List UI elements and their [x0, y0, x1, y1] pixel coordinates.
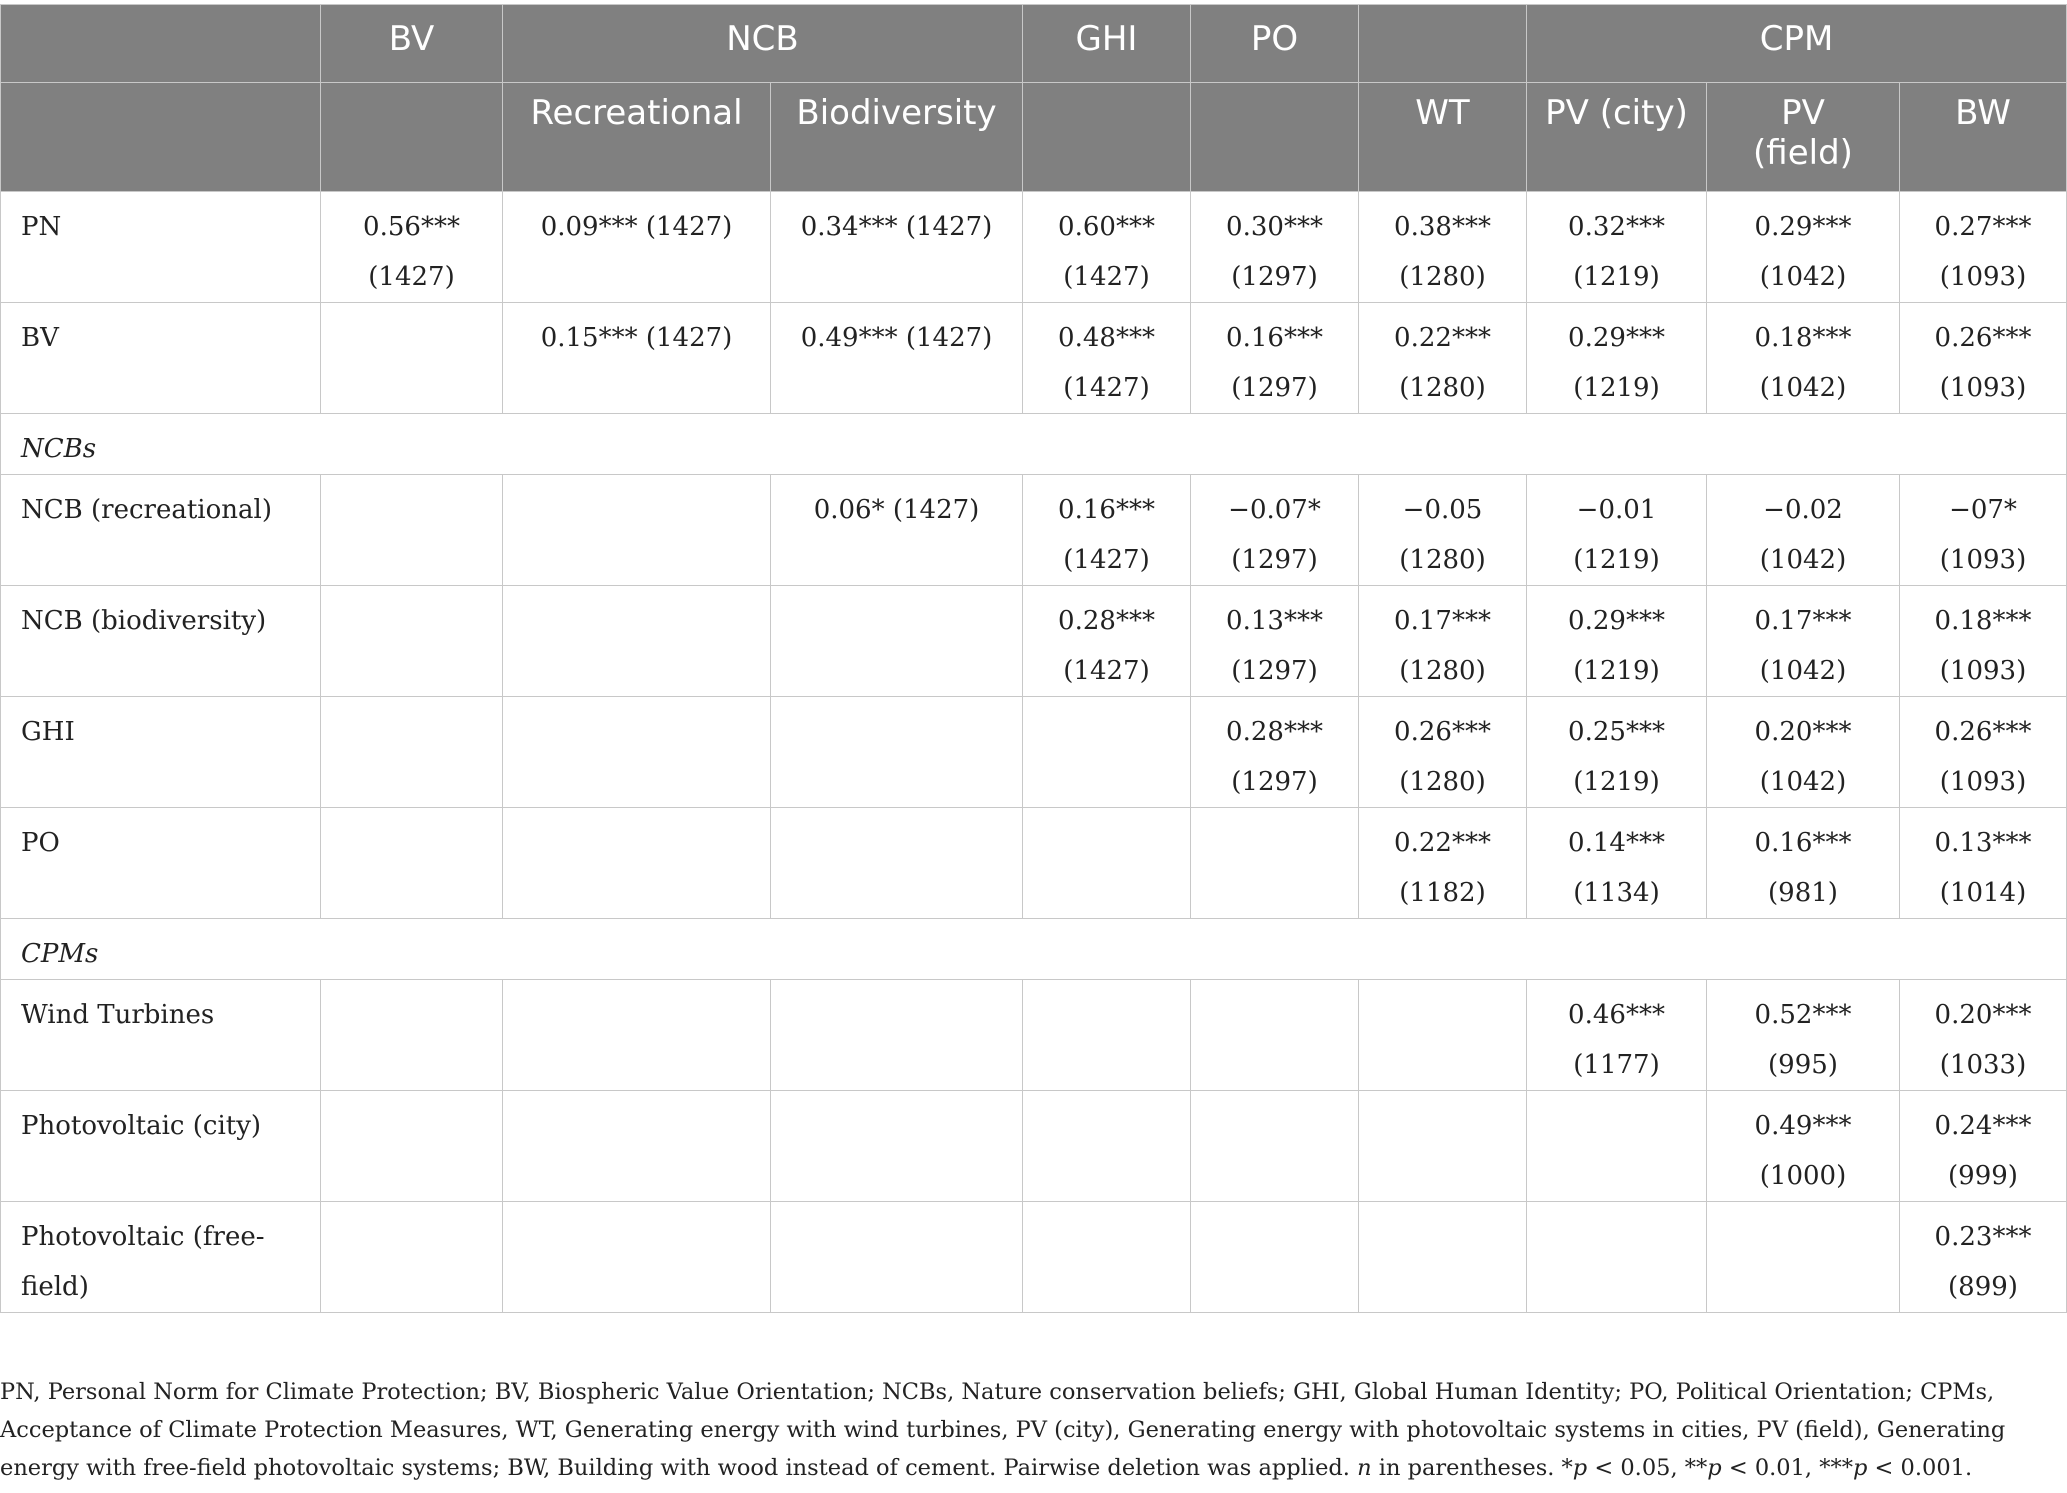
table-cell: 0.18*** (1042): [1707, 303, 1900, 414]
table-cell: 0.17*** (1042): [1707, 586, 1900, 697]
table-cell: [321, 980, 503, 1091]
table-row: [1, 1202, 2067, 1313]
table-cell: 0.30*** (1297): [1191, 192, 1359, 303]
header-cpm: CPM: [1527, 5, 2067, 83]
table-cell: [503, 980, 771, 1091]
table-cell: [1359, 980, 1527, 1091]
footnote-p-symbol: p: [1852, 1455, 1868, 1481]
footnote-p-symbol: p: [1572, 1455, 1588, 1481]
header-blank: [1359, 5, 1527, 83]
table-cell: [1023, 697, 1191, 808]
table-cell: [1023, 1091, 1191, 1202]
table-cell: 0.13*** (1297): [1191, 586, 1359, 697]
subheader-wt: WT: [1359, 83, 1527, 192]
table-cell: [503, 475, 771, 586]
table-cell: [1359, 1091, 1527, 1202]
footnote-text: < 0.001.: [1867, 1455, 1973, 1481]
table-cell: −07* (1093): [1900, 475, 2067, 586]
footnote-text: in parentheses. *: [1371, 1455, 1573, 1481]
row-label: NCB (recreational): [1, 475, 321, 586]
table-row: [1, 303, 2067, 414]
row-label: Wind Turbines: [1, 980, 321, 1091]
table-cell: [771, 697, 1023, 808]
table-cell: [321, 1202, 503, 1313]
footnote-text: PN, Personal Norm for Climate Protection; BV, Biospheric Value Orientation; NCBs, Nature conservation beliefs; GHI, Global Human Identity; PO, Political Orientation; CPMs, Acceptance of Climate Protection Measures, WT, Generating energy with wind turbines, PV (city), Generating energy with photovoltaic systems in cities, PV (field), Generating energy with free-field photovoltaic systems; BW, Building with wood instead of cement. Pairwise deletion was applied.: [0, 1379, 2006, 1481]
table-cell: [321, 808, 503, 919]
table-cell: 0.20*** (1033): [1900, 980, 2067, 1091]
row-label: BV: [1, 303, 321, 414]
section-label: CPMs: [1, 919, 2067, 980]
header-ghi: GHI: [1023, 5, 1191, 83]
subheader-corner: [1, 83, 321, 192]
table-cell: 0.26*** (1093): [1900, 303, 2067, 414]
table-row: [1, 586, 2067, 697]
section-label: NCBs: [1, 414, 2067, 475]
table-cell: 0.27*** (1093): [1900, 192, 2067, 303]
table-cell: −0.02 (1042): [1707, 475, 1900, 586]
table-body: [1, 192, 2067, 1313]
table-cell: [1527, 1202, 1707, 1313]
subheader-ghi: [1023, 83, 1191, 192]
table-cell: 0.16*** (1427): [1023, 475, 1191, 586]
table-cell: [503, 1202, 771, 1313]
section-row: [1, 919, 2067, 980]
header-bv: BV: [321, 5, 503, 83]
table-cell: [771, 1091, 1023, 1202]
table-cell: −0.01 (1219): [1527, 475, 1707, 586]
table-cell: 0.16*** (981): [1707, 808, 1900, 919]
table-cell: 0.28*** (1297): [1191, 697, 1359, 808]
table-cell: [503, 1091, 771, 1202]
table-cell: 0.16*** (1297): [1191, 303, 1359, 414]
table-cell: 0.14*** (1134): [1527, 808, 1707, 919]
table-cell: [503, 586, 771, 697]
table-cell: 0.32*** (1219): [1527, 192, 1707, 303]
section-row: [1, 414, 2067, 475]
table-cell: 0.46*** (1177): [1527, 980, 1707, 1091]
table-cell: 0.38*** (1280): [1359, 192, 1527, 303]
subheader-po: [1191, 83, 1359, 192]
header-po: PO: [1191, 5, 1359, 83]
table-cell: 0.48*** (1427): [1023, 303, 1191, 414]
table-cell: 0.22*** (1280): [1359, 303, 1527, 414]
footnote-text: < 0.05, **: [1587, 1455, 1708, 1481]
footnote-p-symbol: p: [1707, 1455, 1722, 1481]
table-cell: [321, 697, 503, 808]
table-cell: 0.60*** (1427): [1023, 192, 1191, 303]
table-cell: 0.09*** (1427): [503, 192, 771, 303]
correlation-table: [0, 4, 2067, 1313]
table-row: [1, 808, 2067, 919]
header-corner: [1, 5, 321, 83]
footnote-n-symbol: n: [1357, 1455, 1372, 1481]
table-cell: [1191, 1091, 1359, 1202]
table-cell: 0.52*** (995): [1707, 980, 1900, 1091]
table-cell: 0.29*** (1219): [1527, 586, 1707, 697]
table-cell: [1527, 1091, 1707, 1202]
table-cell: [771, 1202, 1023, 1313]
subheader-pv-city: PV (city): [1527, 83, 1707, 192]
subheader-recreational: Recreational: [503, 83, 771, 192]
table-cell: [321, 586, 503, 697]
table-cell: 0.24*** (999): [1900, 1091, 2067, 1202]
table-cell: [503, 808, 771, 919]
subheader-bw: BW: [1900, 83, 2067, 192]
table-cell: 0.26*** (1280): [1359, 697, 1527, 808]
table-cell: −0.05 (1280): [1359, 475, 1527, 586]
table-cell: 0.06* (1427): [771, 475, 1023, 586]
table-cell: [1023, 808, 1191, 919]
table-cell: [1191, 980, 1359, 1091]
subheader-bv: [321, 83, 503, 192]
table-cell: [321, 1091, 503, 1202]
footnote-text: < 0.01, ***: [1721, 1455, 1853, 1481]
table-cell: 0.34*** (1427): [771, 192, 1023, 303]
header-ncb: NCB: [503, 5, 1023, 83]
table-row: [1, 192, 2067, 303]
table-footnote: [0, 1373, 2060, 1487]
subheader-pv-field: PV (field): [1707, 83, 1900, 192]
table-cell: [771, 808, 1023, 919]
row-label: GHI: [1, 697, 321, 808]
row-label: Photovoltaic (free-field): [1, 1202, 321, 1313]
header-row-sub: [1, 83, 2067, 192]
table-cell: 0.26*** (1093): [1900, 697, 2067, 808]
table-cell: 0.56*** (1427): [321, 192, 503, 303]
table-cell: [503, 697, 771, 808]
table-cell: 0.22*** (1182): [1359, 808, 1527, 919]
row-label: PN: [1, 192, 321, 303]
table-row: [1, 475, 2067, 586]
table-cell: [1191, 808, 1359, 919]
table-cell: [321, 475, 503, 586]
table-cell: 0.25*** (1219): [1527, 697, 1707, 808]
table-cell: 0.13*** (1014): [1900, 808, 2067, 919]
table-cell: 0.29*** (1219): [1527, 303, 1707, 414]
header-row-top: [1, 5, 2067, 83]
table-cell: 0.18*** (1093): [1900, 586, 2067, 697]
table-cell: 0.17*** (1280): [1359, 586, 1527, 697]
table-row: [1, 1091, 2067, 1202]
table-cell: 0.49*** (1000): [1707, 1091, 1900, 1202]
table-row: [1, 980, 2067, 1091]
table-cell: [321, 303, 503, 414]
table-cell: [1707, 1202, 1900, 1313]
row-label: PO: [1, 808, 321, 919]
table-cell: [771, 586, 1023, 697]
table-cell: 0.49*** (1427): [771, 303, 1023, 414]
row-label: Photovoltaic (city): [1, 1091, 321, 1202]
table-cell: [1023, 1202, 1191, 1313]
table-cell: [771, 980, 1023, 1091]
table-cell: 0.15*** (1427): [503, 303, 771, 414]
subheader-biodiversity: Biodiversity: [771, 83, 1023, 192]
table-cell: 0.28*** (1427): [1023, 586, 1191, 697]
table-cell: 0.20*** (1042): [1707, 697, 1900, 808]
table-cell: [1191, 1202, 1359, 1313]
table-cell: [1359, 1202, 1527, 1313]
table-cell: −0.07* (1297): [1191, 475, 1359, 586]
table-cell: 0.23*** (899): [1900, 1202, 2067, 1313]
table-row: [1, 697, 2067, 808]
row-label: NCB (biodiversity): [1, 586, 321, 697]
table-cell: 0.29*** (1042): [1707, 192, 1900, 303]
table-cell: [1023, 980, 1191, 1091]
